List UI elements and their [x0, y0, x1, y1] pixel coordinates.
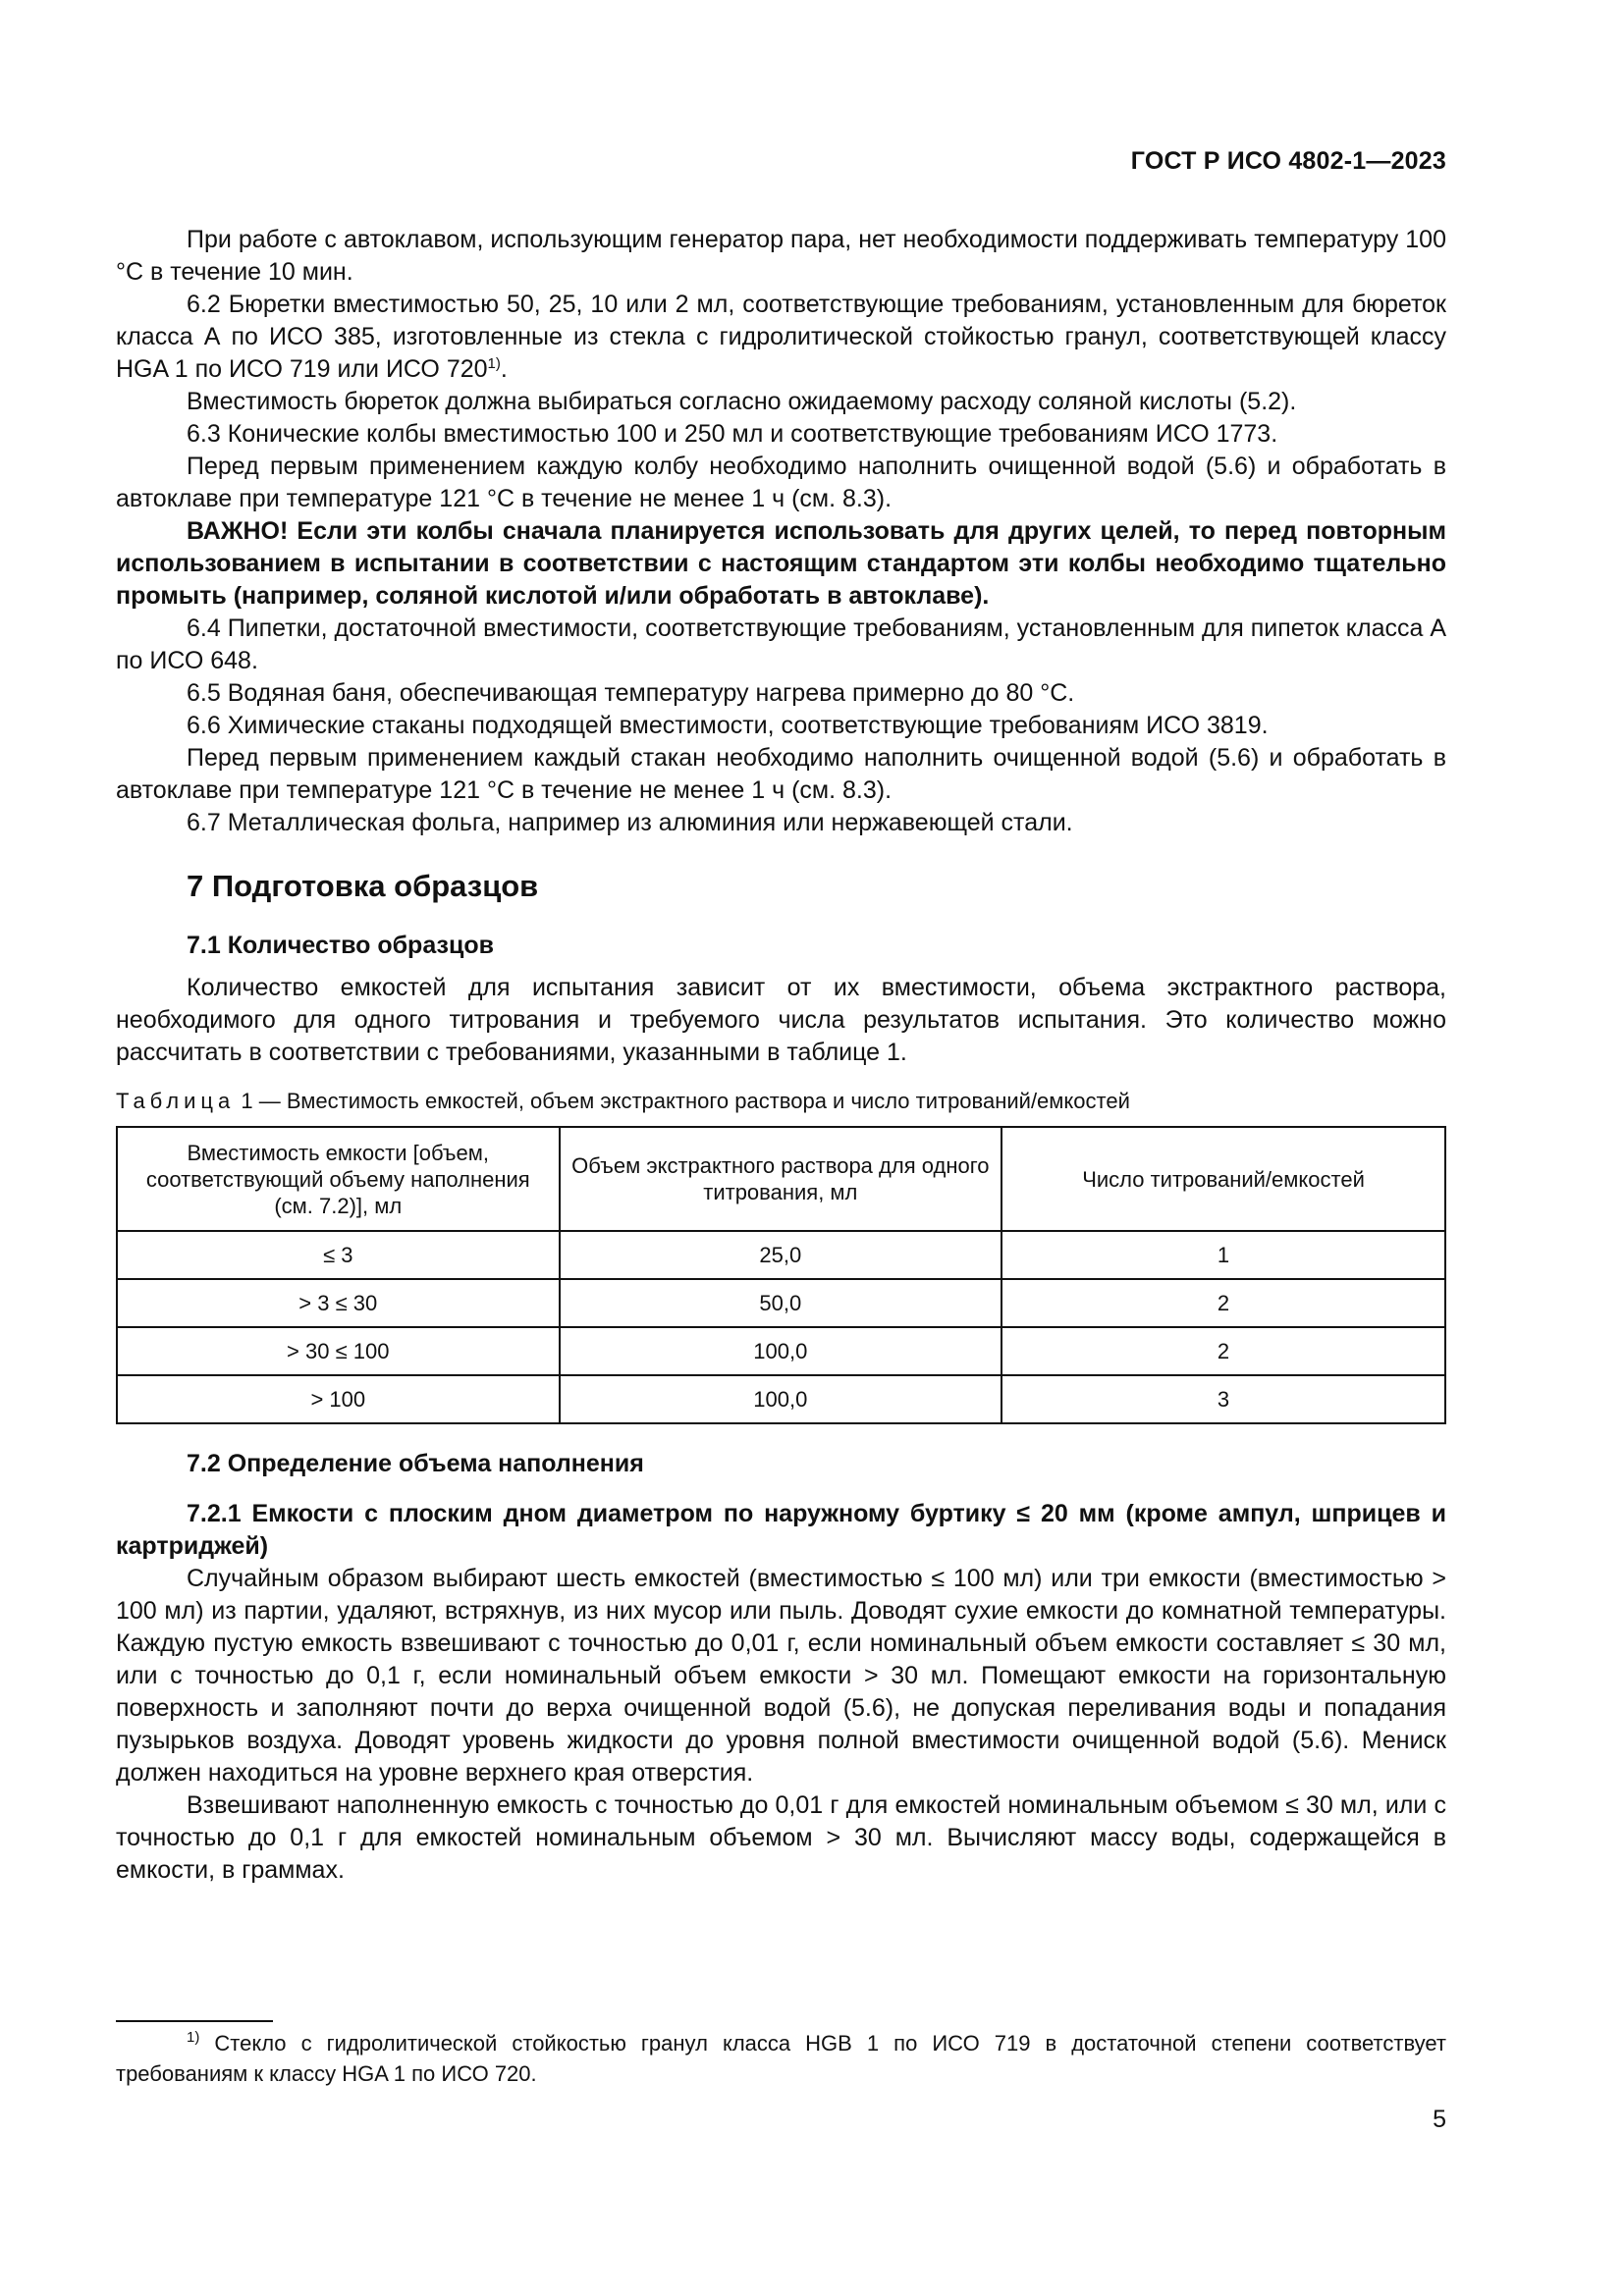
table-cell: > 30 ≤ 100 [117, 1327, 560, 1375]
table-cell: 3 [1001, 1375, 1445, 1423]
table-row [117, 1231, 1445, 1279]
column-header: Число титрований/емкостей [1001, 1127, 1445, 1231]
section-7-2-1-heading: 7.2.1 Емкости с плоским дном диаметром по наружному буртику ≤ 20 мм (кроме ампул, шприцев и картриджей) [116, 1500, 1446, 1560]
table-cell: 2 [1001, 1327, 1445, 1375]
page-number: 5 [1433, 2106, 1446, 2133]
footnote-divider [116, 2020, 273, 2022]
column-header: Объем экстрактного раствора для одного титрования, мл [560, 1127, 1002, 1231]
paragraph-6-5: 6.5 Водяная баня, обеспечивающая температуру нагрева примерно до 80 °С. [187, 679, 1075, 707]
column-header: Вместимость емкости [объем, соответствующий объему наполнения (см. 7.2)], мл [117, 1127, 560, 1231]
table-caption-text: 1 — Вместимость емкостей, объем экстрактного раствора и число титрований/емкостей [235, 1089, 1130, 1113]
footnote-reference: 1) [487, 355, 501, 372]
main-content [116, 224, 1446, 1887]
paragraph-text-end: . [500, 355, 508, 383]
table-cell: 50,0 [560, 1279, 1002, 1327]
table-cell: 2 [1001, 1279, 1445, 1327]
table-caption [116, 1087, 1446, 1116]
paragraph: Перед первым применением каждую колбу необходимо наполнить очищенной водой (5.6) и обработать в автоклаве при температуре 121 °С в течение не менее 1 ч (см. 8.3). [116, 453, 1446, 512]
table-row [117, 1279, 1445, 1327]
paragraph: Вместимость бюреток должна выбираться согласно ожидаемому расходу соляной кислоты (5.2). [187, 388, 1297, 415]
table-cell: > 100 [117, 1375, 560, 1423]
paragraph-6-4: 6.4 Пипетки, достаточной вместимости, соответствующие требованиям, установленным для пипеток класса А по ИСО 648. [116, 614, 1446, 674]
footnote-text: Стекло с гидролитической стойкостью гранул класса HGB 1 по ИСО 719 в достаточной степени соответствует требованиям к классу HGA 1 по ИСО 720. [116, 2031, 1446, 2086]
paragraph: При работе с автоклавом, использующим генератор пара, нет необходимости поддерживать температуру 100 °С в течение 10 мин. [116, 226, 1446, 286]
table-cell: 100,0 [560, 1327, 1002, 1375]
table-cell: 1 [1001, 1231, 1445, 1279]
table-header-row [117, 1127, 1445, 1231]
paragraph-6-2 [116, 289, 1446, 386]
section-7-1-heading: 7.1 Количество образцов [187, 932, 494, 959]
table-row [117, 1327, 1445, 1375]
footnote [116, 2028, 1446, 2089]
standard-code-header: ГОСТ Р ИСО 4802-1—2023 [1130, 147, 1446, 175]
paragraph-text: 6.2 Бюретки вместимостью 50, 25, 10 или 2 мл, соответствующие требованиям, установленным для бюреток класса А по ИСО 385, изготовленные из стекла с гидролитической стойкостью гранул, соответствующей классу HGA 1 по ИСО 719 или ИСО 720 [116, 291, 1446, 383]
footnote-mark: 1) [187, 2029, 200, 2046]
table-cell: ≤ 3 [117, 1231, 560, 1279]
paragraph: Перед первым применением каждый стакан необходимо наполнить очищенной водой (5.6) и обработать в автоклаве при температуре 121 °С в течение не менее 1 ч (см. 8.3). [116, 744, 1446, 804]
section-7-2-heading: 7.2 Определение объема наполнения [187, 1450, 644, 1477]
paragraph: Случайным образом выбирают шесть емкостей (вместимостью ≤ 100 мл) или три емкости (вместимостью > 100 мл) из партии, удаляют, встряхнув, из них мусор или пыль. Доводят сухие емкости до комнатной температуры. Каждую пустую емкость взвешивают с точностью до 0,01 г, если номинальный объем емкости составляет ≤ 30 мл, или с точностью до 0,1 г, если номинальный объем емкости > 30 мл. Помещают емкости на горизонтальную поверхность и заполняют почти до верха очищенной водой (5.6), не допуская переливания воды и попадания пузырьков воздуха. Доводят уровень жидкости до уровня полной вместимости очищенной водой (5.6). Мениск должен находиться на уровне верхнего края отверстия. [116, 1565, 1446, 1787]
table-cell: 25,0 [560, 1231, 1002, 1279]
table-caption-label: Таблица [116, 1089, 236, 1113]
table-cell: 100,0 [560, 1375, 1002, 1423]
table-cell: > 3 ≤ 30 [117, 1279, 560, 1327]
paragraph-6-3: 6.3 Конические колбы вместимостью 100 и 250 мл и соответствующие требованиям ИСО 1773. [187, 420, 1278, 448]
table-1 [116, 1126, 1446, 1424]
section-7-heading: 7 Подготовка образцов [187, 869, 539, 903]
paragraph-7-1: Количество емкостей для испытания зависит от их вместимости, объема экстрактного раствора, необходимого для одного титрования и требуемого числа результатов испытания. Это количество можно рассчитать в соответствии с требованиями, указанными в таблице 1. [116, 974, 1446, 1066]
paragraph-6-7: 6.7 Металлическая фольга, например из алюминия или нержавеющей стали. [187, 809, 1073, 836]
important-notice: ВАЖНО! Если эти колбы сначала планируется использовать для других целей, то перед повторным использованием в испытании в соответствии с настоящим стандартом эти колбы необходимо тщательно промыть (например, соляной кислотой и/или обработать в автоклаве). [116, 517, 1446, 610]
paragraph-6-6: 6.6 Химические стаканы подходящей вместимости, соответствующие требованиям ИСО 3819. [187, 712, 1269, 739]
table-row [117, 1375, 1445, 1423]
paragraph: Взвешивают наполненную емкость с точностью до 0,01 г для емкостей номинальным объемом ≤ 30 мл, или с точностью до 0,1 г для емкостей номинальным объемом > 30 мл. Вычисляют массу воды, содержащейся в емкости, в граммах. [116, 1791, 1446, 1884]
